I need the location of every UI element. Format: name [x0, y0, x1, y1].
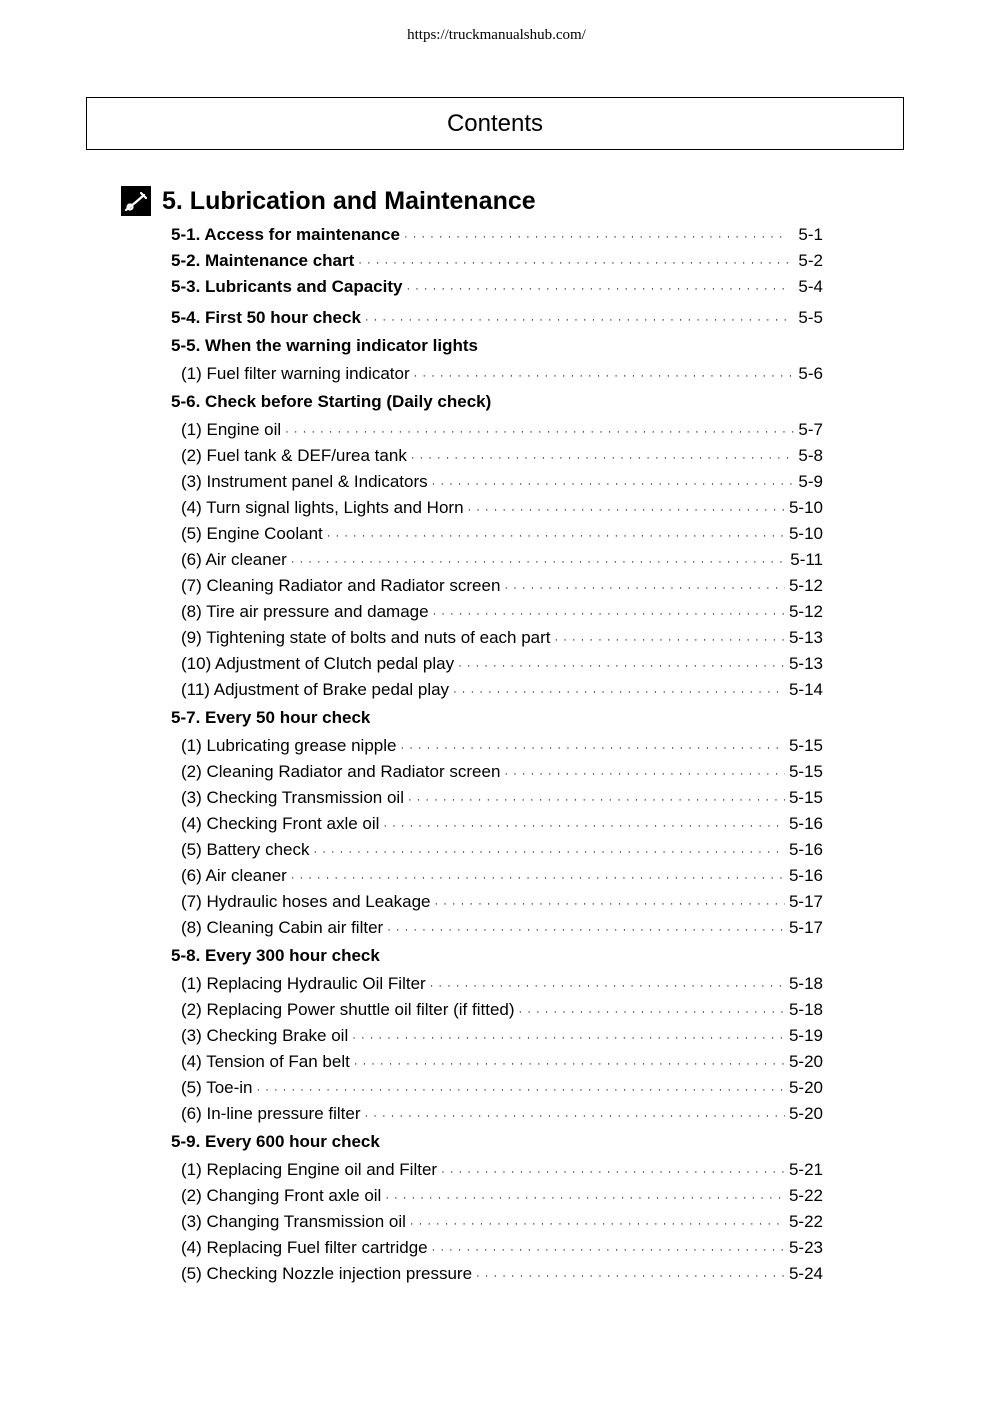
dot-leader	[434, 889, 784, 917]
toc-page-number: 5-20	[788, 1078, 823, 1097]
toc-page-number: 5-15	[788, 762, 823, 781]
dot-leader	[365, 1101, 785, 1129]
toc-entry-label: (7) Hydraulic hoses and Leakage	[181, 892, 431, 911]
toc-item[interactable]	[171, 1157, 823, 1183]
dot-leader	[504, 759, 785, 787]
toc-page-number: 5-24	[788, 1264, 823, 1283]
toc-page-number: 5-15	[788, 736, 823, 755]
toc-page-number: 5-10	[788, 498, 823, 517]
toc-item[interactable]	[171, 759, 823, 785]
toc-entry-label: (5) Toe-in	[181, 1078, 253, 1097]
toc-entry-label: 5-8. Every 300 hour check	[171, 946, 380, 965]
toc-item[interactable]	[171, 521, 823, 547]
chapter-heading	[121, 186, 536, 216]
toc-page-number: 5-14	[788, 680, 823, 699]
dot-leader	[432, 469, 795, 497]
toc-item[interactable]	[171, 837, 823, 863]
toc-item[interactable]	[171, 547, 823, 573]
toc-entry-label: (2) Replacing Power shuttle oil filter (if fitted)	[181, 1000, 515, 1019]
toc-item[interactable]	[171, 1183, 823, 1209]
source-url: https://truckmanualshub.com/	[407, 27, 586, 43]
chapter-title: 5. Lubrication and Maintenance	[162, 186, 536, 215]
toc-entry-label: (9) Tightening state of bolts and nuts of each part	[181, 628, 551, 647]
toc-item[interactable]	[171, 417, 823, 443]
toc-entry-label: 5-6. Check before Starting (Daily check)	[171, 392, 492, 411]
toc-entry-label: (5) Checking Nozzle injection pressure	[181, 1264, 473, 1283]
toc-entry-label: (6) Air cleaner	[181, 550, 287, 569]
toc-section-heading	[171, 387, 823, 417]
dot-leader	[365, 305, 789, 333]
toc-page-number: 5-9	[798, 472, 823, 491]
toc-page-number: 5-10	[788, 524, 823, 543]
dot-leader	[352, 1023, 785, 1051]
dot-leader	[285, 417, 794, 445]
toc-page-number: 5-5	[798, 308, 823, 327]
dot-leader	[358, 248, 788, 276]
toc-page-number: 5-20	[788, 1052, 823, 1071]
dot-leader	[408, 785, 785, 813]
toc-entry-label: 5-3. Lubricants and Capacity	[171, 277, 403, 296]
toc-page-number: 5-11	[790, 550, 823, 569]
dot-leader	[383, 811, 785, 839]
toc-page-number: 5-13	[788, 628, 823, 647]
toc-page-number: 5-17	[788, 892, 823, 911]
toc-page-number: 5-22	[788, 1212, 823, 1231]
dot-leader	[406, 274, 788, 302]
toc-item[interactable]	[171, 785, 823, 811]
toc-item[interactable]	[171, 915, 823, 941]
toc-item[interactable]	[171, 733, 823, 759]
toc-item[interactable]	[171, 863, 823, 889]
toc-entry-label: (8) Cleaning Cabin air filter	[181, 918, 384, 937]
toc-section-heading	[171, 941, 823, 971]
toc-entry-label: (2) Fuel tank & DEF/urea tank	[181, 446, 407, 465]
dot-leader	[400, 733, 785, 761]
toc-entry-label: (4) Checking Front axle oil	[181, 814, 380, 833]
toc-page-number: 5-23	[788, 1238, 823, 1257]
toc-page-number: 5-6	[798, 364, 823, 383]
toc-page-number: 5-18	[788, 974, 823, 993]
dot-leader	[519, 997, 785, 1025]
toc-item[interactable]	[171, 651, 823, 677]
dot-leader	[385, 1183, 785, 1211]
toc-page-number: 5-16	[788, 840, 823, 859]
toc-page-number: 5-12	[788, 576, 823, 595]
toc-item[interactable]	[171, 443, 823, 469]
toc-page-number: 5-4	[798, 277, 823, 296]
wrench-hand-icon	[121, 186, 151, 216]
toc-page-number: 5-22	[788, 1186, 823, 1205]
toc-item[interactable]	[171, 889, 823, 915]
toc-entry-label: (1) Fuel filter warning indicator	[181, 364, 410, 383]
toc-page-number: 5-18	[788, 1000, 823, 1019]
toc-item[interactable]	[171, 1049, 823, 1075]
toc-page-number: 5-1	[798, 225, 823, 244]
toc-entry-label: 5-1. Access for maintenance	[171, 225, 400, 244]
toc-entry-label: (3) Changing Transmission oil	[181, 1212, 406, 1231]
toc-entry-label: (3) Checking Brake oil	[181, 1026, 349, 1045]
dot-leader	[433, 599, 785, 627]
toc-entry-label: (4) Replacing Fuel filter cartridge	[181, 1238, 428, 1257]
toc-entry-label: (3) Checking Transmission oil	[181, 788, 404, 807]
toc-entry-label: (4) Turn signal lights, Lights and Horn	[181, 498, 464, 517]
dot-leader	[291, 863, 785, 891]
toc-entry-label: 5-4. First 50 hour check	[171, 308, 361, 327]
toc-entry-label: (1) Lubricating grease nipple	[181, 736, 397, 755]
toc-section-entry[interactable]	[171, 222, 823, 248]
toc-item[interactable]	[171, 1101, 823, 1127]
toc-item[interactable]	[171, 625, 823, 651]
dot-leader	[432, 1235, 785, 1263]
toc-page-number: 5-20	[788, 1104, 823, 1123]
dot-leader	[387, 915, 785, 943]
toc-page-number: 5-16	[788, 814, 823, 833]
dot-leader	[327, 521, 785, 549]
toc-section-entry[interactable]	[171, 305, 823, 331]
dot-leader	[354, 1049, 785, 1077]
toc-section-heading	[171, 703, 823, 733]
dot-leader	[458, 651, 785, 679]
toc-page-number: 5-13	[788, 654, 823, 673]
toc-item[interactable]	[171, 811, 823, 837]
toc-entry-label: (2) Cleaning Radiator and Radiator screen	[181, 762, 501, 781]
toc-item[interactable]	[171, 573, 823, 599]
dot-leader	[453, 677, 785, 705]
toc-section-entry[interactable]	[171, 274, 823, 300]
toc-entry-label: (8) Tire air pressure and damage	[181, 602, 429, 621]
dot-leader	[468, 495, 785, 523]
contents-title-box	[86, 97, 904, 150]
dot-leader	[411, 443, 795, 471]
toc-entry-label: 5-7. Every 50 hour check	[171, 708, 371, 727]
toc-entry-label: (6) In-line pressure filter	[181, 1104, 361, 1123]
toc-item[interactable]	[171, 495, 823, 521]
toc-entry-label: (1) Replacing Hydraulic Oil Filter	[181, 974, 426, 993]
table-of-contents	[171, 222, 823, 1287]
toc-entry-label: (10) Adjustment of Clutch pedal play	[181, 654, 455, 673]
dot-leader	[414, 361, 795, 389]
toc-page-number: 5-19	[788, 1026, 823, 1045]
toc-entry-label: 5-9. Every 600 hour check	[171, 1132, 380, 1151]
toc-entry-label: (6) Air cleaner	[181, 866, 287, 885]
toc-section-entry[interactable]	[171, 248, 823, 274]
toc-item[interactable]	[171, 1209, 823, 1235]
toc-page-number: 5-15	[788, 788, 823, 807]
toc-item[interactable]	[171, 997, 823, 1023]
contents-title: Contents	[446, 109, 544, 137]
dot-leader	[404, 222, 788, 250]
dot-leader	[410, 1209, 785, 1237]
toc-page-number: 5-12	[788, 602, 823, 621]
toc-entry-label: (11) Adjustment of Brake pedal play	[181, 680, 450, 699]
toc-entry-label: 5-2. Maintenance chart	[171, 251, 355, 270]
toc-entry-label: (5) Battery check	[181, 840, 310, 859]
toc-item[interactable]	[171, 677, 823, 703]
toc-entry-label: (2) Changing Front axle oil	[181, 1186, 382, 1205]
toc-page-number: 5-8	[798, 446, 823, 465]
toc-item[interactable]	[171, 1023, 823, 1049]
toc-entry-label: (1) Engine oil	[181, 420, 282, 439]
dot-leader	[504, 573, 785, 601]
dot-leader	[257, 1075, 785, 1103]
toc-entry-label: (3) Instrument panel & Indicators	[181, 472, 428, 491]
dot-leader	[430, 971, 785, 999]
toc-page-number: 5-2	[798, 251, 823, 270]
toc-entry-label: 5-5. When the warning indicator lights	[171, 336, 478, 355]
dot-leader	[441, 1157, 785, 1185]
toc-section-heading	[171, 331, 823, 361]
dot-leader	[314, 837, 785, 865]
toc-item[interactable]	[171, 361, 823, 387]
toc-item[interactable]	[171, 1261, 823, 1287]
toc-section-heading	[171, 1127, 823, 1157]
toc-page-number: 5-16	[788, 866, 823, 885]
toc-entry-label: (4) Tension of Fan belt	[181, 1052, 350, 1071]
toc-item[interactable]	[171, 599, 823, 625]
toc-page-number: 5-21	[788, 1160, 823, 1179]
toc-item[interactable]	[171, 469, 823, 495]
toc-page-number: 5-7	[798, 420, 823, 439]
toc-page-number: 5-17	[788, 918, 823, 937]
toc-entry-label: (1) Replacing Engine oil and Filter	[181, 1160, 438, 1179]
toc-entry-label: (7) Cleaning Radiator and Radiator screen	[181, 576, 501, 595]
toc-item[interactable]	[171, 1075, 823, 1101]
toc-item[interactable]	[171, 971, 823, 997]
toc-item[interactable]	[171, 1235, 823, 1261]
dot-leader	[476, 1261, 785, 1289]
toc-entry-label: (5) Engine Coolant	[181, 524, 323, 543]
dot-leader	[291, 547, 786, 575]
dot-leader	[555, 625, 785, 653]
